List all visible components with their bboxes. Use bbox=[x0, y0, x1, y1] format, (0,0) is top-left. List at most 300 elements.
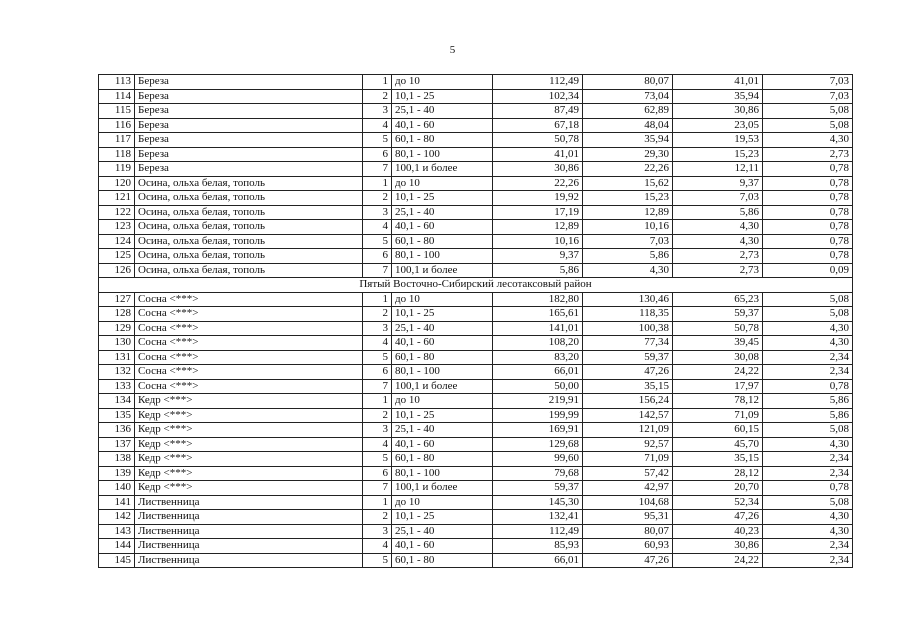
table-row bbox=[99, 147, 853, 162]
table-row bbox=[99, 191, 853, 206]
size-class: 1 bbox=[363, 495, 392, 510]
species-name: Лиственница bbox=[135, 524, 363, 539]
species-name: Береза bbox=[135, 118, 363, 133]
size-class: 5 bbox=[363, 133, 392, 148]
diameter-range: 10,1 - 25 bbox=[392, 510, 493, 525]
species-name: Лиственница bbox=[135, 510, 363, 525]
rate-value-4: 4,30 bbox=[763, 321, 853, 336]
diameter-range: до 10 bbox=[392, 495, 493, 510]
species-name: Осина, ольха белая, тополь bbox=[135, 176, 363, 191]
rate-value-1: 17,19 bbox=[493, 205, 583, 220]
rate-value-4: 0,78 bbox=[763, 220, 853, 235]
species-name: Сосна <***> bbox=[135, 307, 363, 322]
size-class: 3 bbox=[363, 423, 392, 438]
rate-value-3: 2,73 bbox=[673, 263, 763, 278]
rate-value-2: 47,26 bbox=[583, 365, 673, 380]
rate-value-2: 156,24 bbox=[583, 394, 673, 409]
rate-value-4: 2,34 bbox=[763, 452, 853, 467]
rate-value-1: 66,01 bbox=[493, 553, 583, 568]
diameter-range: 80,1 - 100 bbox=[392, 249, 493, 264]
rate-value-2: 57,42 bbox=[583, 466, 673, 481]
species-name: Сосна <***> bbox=[135, 292, 363, 307]
rate-value-2: 95,31 bbox=[583, 510, 673, 525]
rate-value-3: 4,30 bbox=[673, 220, 763, 235]
rate-value-4: 2,34 bbox=[763, 466, 853, 481]
rate-value-4: 5,86 bbox=[763, 408, 853, 423]
rate-value-3: 28,12 bbox=[673, 466, 763, 481]
rate-value-2: 29,30 bbox=[583, 147, 673, 162]
rate-value-3: 39,45 bbox=[673, 336, 763, 351]
table-row bbox=[99, 263, 853, 278]
rate-value-1: 5,86 bbox=[493, 263, 583, 278]
table-row bbox=[99, 524, 853, 539]
rate-value-4: 4,30 bbox=[763, 510, 853, 525]
diameter-range: 60,1 - 80 bbox=[392, 553, 493, 568]
diameter-range: 100,1 и более bbox=[392, 379, 493, 394]
rate-value-3: 2,73 bbox=[673, 249, 763, 264]
rate-value-2: 12,89 bbox=[583, 205, 673, 220]
table-row bbox=[99, 89, 853, 104]
rate-value-2: 121,09 bbox=[583, 423, 673, 438]
diameter-range: 80,1 - 100 bbox=[392, 147, 493, 162]
rate-value-1: 10,16 bbox=[493, 234, 583, 249]
rate-value-1: 108,20 bbox=[493, 336, 583, 351]
rate-value-3: 12,11 bbox=[673, 162, 763, 177]
species-name: Береза bbox=[135, 147, 363, 162]
size-class: 3 bbox=[363, 104, 392, 119]
table-row bbox=[99, 162, 853, 177]
diameter-range: 25,1 - 40 bbox=[392, 524, 493, 539]
row-number: 142 bbox=[99, 510, 135, 525]
species-name: Береза bbox=[135, 133, 363, 148]
rate-value-3: 24,22 bbox=[673, 553, 763, 568]
section-title: Пятый Восточно-Сибирский лесотаксовый район bbox=[99, 278, 853, 293]
table-body-part1 bbox=[99, 75, 853, 278]
row-number: 114 bbox=[99, 89, 135, 104]
rate-value-3: 5,86 bbox=[673, 205, 763, 220]
rate-value-2: 5,86 bbox=[583, 249, 673, 264]
rate-value-4: 7,03 bbox=[763, 89, 853, 104]
table-row bbox=[99, 220, 853, 235]
table-row bbox=[99, 510, 853, 525]
rate-value-4: 0,78 bbox=[763, 234, 853, 249]
rate-value-2: 7,03 bbox=[583, 234, 673, 249]
table-row bbox=[99, 437, 853, 452]
rate-value-1: 87,49 bbox=[493, 104, 583, 119]
size-class: 2 bbox=[363, 191, 392, 206]
size-class: 2 bbox=[363, 510, 392, 525]
rate-value-2: 62,89 bbox=[583, 104, 673, 119]
diameter-range: 60,1 - 80 bbox=[392, 452, 493, 467]
rate-value-1: 169,91 bbox=[493, 423, 583, 438]
diameter-range: 10,1 - 25 bbox=[392, 307, 493, 322]
rate-value-4: 5,86 bbox=[763, 394, 853, 409]
species-name: Береза bbox=[135, 89, 363, 104]
rate-value-1: 50,78 bbox=[493, 133, 583, 148]
row-number: 144 bbox=[99, 539, 135, 554]
row-number: 116 bbox=[99, 118, 135, 133]
table-row bbox=[99, 539, 853, 554]
species-name: Береза bbox=[135, 162, 363, 177]
rate-value-3: 23,05 bbox=[673, 118, 763, 133]
rate-value-4: 7,03 bbox=[763, 75, 853, 90]
size-class: 1 bbox=[363, 394, 392, 409]
row-number: 136 bbox=[99, 423, 135, 438]
species-name: Сосна <***> bbox=[135, 365, 363, 380]
rate-value-3: 30,86 bbox=[673, 539, 763, 554]
rate-value-1: 59,37 bbox=[493, 481, 583, 496]
species-name: Кедр <***> bbox=[135, 394, 363, 409]
diameter-range: до 10 bbox=[392, 394, 493, 409]
size-class: 5 bbox=[363, 452, 392, 467]
size-class: 4 bbox=[363, 118, 392, 133]
rate-value-2: 35,94 bbox=[583, 133, 673, 148]
species-name: Осина, ольха белая, тополь bbox=[135, 191, 363, 206]
rate-value-3: 24,22 bbox=[673, 365, 763, 380]
rate-value-2: 15,62 bbox=[583, 176, 673, 191]
rate-value-1: 141,01 bbox=[493, 321, 583, 336]
diameter-range: 60,1 - 80 bbox=[392, 133, 493, 148]
species-name: Сосна <***> bbox=[135, 321, 363, 336]
row-number: 131 bbox=[99, 350, 135, 365]
species-name: Сосна <***> bbox=[135, 350, 363, 365]
rate-value-2: 4,30 bbox=[583, 263, 673, 278]
diameter-range: до 10 bbox=[392, 75, 493, 90]
rate-value-4: 2,34 bbox=[763, 539, 853, 554]
size-class: 4 bbox=[363, 437, 392, 452]
rate-value-2: 59,37 bbox=[583, 350, 673, 365]
row-number: 119 bbox=[99, 162, 135, 177]
rate-value-3: 7,03 bbox=[673, 191, 763, 206]
species-name: Кедр <***> bbox=[135, 466, 363, 481]
table-row bbox=[99, 452, 853, 467]
size-class: 4 bbox=[363, 539, 392, 554]
rate-value-2: 42,97 bbox=[583, 481, 673, 496]
size-class: 6 bbox=[363, 466, 392, 481]
size-class: 7 bbox=[363, 263, 392, 278]
rate-value-4: 0,78 bbox=[763, 162, 853, 177]
rate-value-1: 165,61 bbox=[493, 307, 583, 322]
rate-value-2: 118,35 bbox=[583, 307, 673, 322]
size-class: 1 bbox=[363, 292, 392, 307]
rate-value-3: 35,94 bbox=[673, 89, 763, 104]
table-row bbox=[99, 495, 853, 510]
table-row bbox=[99, 423, 853, 438]
rate-value-1: 112,49 bbox=[493, 75, 583, 90]
rate-value-3: 40,23 bbox=[673, 524, 763, 539]
diameter-range: 25,1 - 40 bbox=[392, 205, 493, 220]
rate-value-4: 2,34 bbox=[763, 365, 853, 380]
table-row bbox=[99, 481, 853, 496]
rate-value-4: 5,08 bbox=[763, 292, 853, 307]
species-name: Осина, ольха белая, тополь bbox=[135, 220, 363, 235]
rate-value-4: 2,34 bbox=[763, 553, 853, 568]
row-number: 128 bbox=[99, 307, 135, 322]
diameter-range: 40,1 - 60 bbox=[392, 539, 493, 554]
rate-value-1: 132,41 bbox=[493, 510, 583, 525]
rate-value-2: 71,09 bbox=[583, 452, 673, 467]
rate-value-1: 83,20 bbox=[493, 350, 583, 365]
rate-value-3: 45,70 bbox=[673, 437, 763, 452]
rate-value-4: 0,78 bbox=[763, 481, 853, 496]
table-row bbox=[99, 394, 853, 409]
size-class: 7 bbox=[363, 379, 392, 394]
row-number: 138 bbox=[99, 452, 135, 467]
rate-value-3: 4,30 bbox=[673, 234, 763, 249]
diameter-range: 100,1 и более bbox=[392, 263, 493, 278]
diameter-range: 10,1 - 25 bbox=[392, 191, 493, 206]
size-class: 3 bbox=[363, 524, 392, 539]
species-name: Кедр <***> bbox=[135, 408, 363, 423]
table-row bbox=[99, 408, 853, 423]
species-name: Кедр <***> bbox=[135, 481, 363, 496]
size-class: 6 bbox=[363, 249, 392, 264]
diameter-range: 60,1 - 80 bbox=[392, 234, 493, 249]
diameter-range: 40,1 - 60 bbox=[392, 437, 493, 452]
rate-value-1: 112,49 bbox=[493, 524, 583, 539]
rate-value-1: 66,01 bbox=[493, 365, 583, 380]
rate-value-2: 15,23 bbox=[583, 191, 673, 206]
row-number: 145 bbox=[99, 553, 135, 568]
section-header-row bbox=[99, 278, 853, 293]
species-name: Осина, ольха белая, тополь bbox=[135, 234, 363, 249]
row-number: 123 bbox=[99, 220, 135, 235]
rate-value-3: 65,23 bbox=[673, 292, 763, 307]
rate-value-3: 50,78 bbox=[673, 321, 763, 336]
rate-value-1: 199,99 bbox=[493, 408, 583, 423]
rate-value-1: 50,00 bbox=[493, 379, 583, 394]
row-number: 122 bbox=[99, 205, 135, 220]
diameter-range: 40,1 - 60 bbox=[392, 220, 493, 235]
table-row bbox=[99, 133, 853, 148]
diameter-range: 25,1 - 40 bbox=[392, 104, 493, 119]
diameter-range: 80,1 - 100 bbox=[392, 466, 493, 481]
rate-value-4: 5,08 bbox=[763, 307, 853, 322]
diameter-range: до 10 bbox=[392, 292, 493, 307]
rate-value-1: 182,80 bbox=[493, 292, 583, 307]
size-class: 5 bbox=[363, 553, 392, 568]
row-number: 132 bbox=[99, 365, 135, 380]
diameter-range: 100,1 и более bbox=[392, 481, 493, 496]
size-class: 7 bbox=[363, 162, 392, 177]
diameter-range: до 10 bbox=[392, 176, 493, 191]
rate-value-3: 20,70 bbox=[673, 481, 763, 496]
size-class: 4 bbox=[363, 220, 392, 235]
rate-value-4: 2,73 bbox=[763, 147, 853, 162]
rate-value-2: 80,07 bbox=[583, 75, 673, 90]
rate-value-4: 5,08 bbox=[763, 495, 853, 510]
diameter-range: 25,1 - 40 bbox=[392, 423, 493, 438]
table-row bbox=[99, 118, 853, 133]
species-name: Лиственница bbox=[135, 495, 363, 510]
table-row bbox=[99, 205, 853, 220]
table-row bbox=[99, 321, 853, 336]
table-row bbox=[99, 336, 853, 351]
size-class: 1 bbox=[363, 176, 392, 191]
rate-value-2: 130,46 bbox=[583, 292, 673, 307]
size-class: 3 bbox=[363, 321, 392, 336]
rate-value-4: 2,34 bbox=[763, 350, 853, 365]
species-name: Кедр <***> bbox=[135, 452, 363, 467]
diameter-range: 60,1 - 80 bbox=[392, 350, 493, 365]
rate-value-3: 47,26 bbox=[673, 510, 763, 525]
size-class: 5 bbox=[363, 350, 392, 365]
row-number: 141 bbox=[99, 495, 135, 510]
size-class: 1 bbox=[363, 75, 392, 90]
species-name: Береза bbox=[135, 75, 363, 90]
rate-value-3: 19,53 bbox=[673, 133, 763, 148]
rate-value-1: 9,37 bbox=[493, 249, 583, 264]
row-number: 130 bbox=[99, 336, 135, 351]
rate-value-2: 10,16 bbox=[583, 220, 673, 235]
rate-value-2: 60,93 bbox=[583, 539, 673, 554]
row-number: 117 bbox=[99, 133, 135, 148]
rate-value-3: 30,08 bbox=[673, 350, 763, 365]
rate-value-1: 22,26 bbox=[493, 176, 583, 191]
size-class: 6 bbox=[363, 365, 392, 380]
size-class: 2 bbox=[363, 408, 392, 423]
rate-value-4: 0,78 bbox=[763, 205, 853, 220]
diameter-range: 25,1 - 40 bbox=[392, 321, 493, 336]
rate-value-4: 5,08 bbox=[763, 423, 853, 438]
species-name: Осина, ольха белая, тополь bbox=[135, 249, 363, 264]
page-number: 5 bbox=[449, 44, 456, 56]
rate-value-1: 79,68 bbox=[493, 466, 583, 481]
species-name: Сосна <***> bbox=[135, 379, 363, 394]
row-number: 113 bbox=[99, 75, 135, 90]
row-number: 124 bbox=[99, 234, 135, 249]
size-class: 2 bbox=[363, 307, 392, 322]
table-row bbox=[99, 234, 853, 249]
rate-value-2: 100,38 bbox=[583, 321, 673, 336]
rate-value-3: 71,09 bbox=[673, 408, 763, 423]
rate-value-3: 41,01 bbox=[673, 75, 763, 90]
rate-value-3: 9,37 bbox=[673, 176, 763, 191]
rate-value-2: 35,15 bbox=[583, 379, 673, 394]
species-name: Береза bbox=[135, 104, 363, 119]
rate-value-1: 145,30 bbox=[493, 495, 583, 510]
table-row bbox=[99, 104, 853, 119]
rate-value-1: 99,60 bbox=[493, 452, 583, 467]
rate-value-1: 102,34 bbox=[493, 89, 583, 104]
row-number: 120 bbox=[99, 176, 135, 191]
rate-value-2: 48,04 bbox=[583, 118, 673, 133]
diameter-range: 40,1 - 60 bbox=[392, 118, 493, 133]
rate-value-3: 35,15 bbox=[673, 452, 763, 467]
rate-value-4: 4,30 bbox=[763, 437, 853, 452]
rate-value-2: 104,68 bbox=[583, 495, 673, 510]
species-name: Кедр <***> bbox=[135, 437, 363, 452]
table-row bbox=[99, 176, 853, 191]
row-number: 143 bbox=[99, 524, 135, 539]
rate-value-3: 17,97 bbox=[673, 379, 763, 394]
rate-value-4: 0,78 bbox=[763, 249, 853, 264]
row-number: 140 bbox=[99, 481, 135, 496]
rate-value-4: 4,30 bbox=[763, 336, 853, 351]
row-number: 115 bbox=[99, 104, 135, 119]
size-class: 6 bbox=[363, 147, 392, 162]
row-number: 121 bbox=[99, 191, 135, 206]
species-name: Осина, ольха белая, тополь bbox=[135, 263, 363, 278]
rate-value-2: 77,34 bbox=[583, 336, 673, 351]
row-number: 118 bbox=[99, 147, 135, 162]
rate-value-4: 4,30 bbox=[763, 133, 853, 148]
rate-value-2: 92,57 bbox=[583, 437, 673, 452]
rate-value-2: 73,04 bbox=[583, 89, 673, 104]
rate-value-1: 12,89 bbox=[493, 220, 583, 235]
row-number: 137 bbox=[99, 437, 135, 452]
diameter-range: 40,1 - 60 bbox=[392, 336, 493, 351]
rate-value-4: 0,09 bbox=[763, 263, 853, 278]
rate-value-1: 67,18 bbox=[493, 118, 583, 133]
table-row bbox=[99, 292, 853, 307]
rate-value-1: 19,92 bbox=[493, 191, 583, 206]
table-row bbox=[99, 553, 853, 568]
rate-value-4: 0,78 bbox=[763, 176, 853, 191]
species-name: Осина, ольха белая, тополь bbox=[135, 205, 363, 220]
diameter-range: 10,1 - 25 bbox=[392, 408, 493, 423]
rate-value-4: 0,78 bbox=[763, 191, 853, 206]
row-number: 127 bbox=[99, 292, 135, 307]
rate-value-2: 22,26 bbox=[583, 162, 673, 177]
row-number: 134 bbox=[99, 394, 135, 409]
rate-value-4: 4,30 bbox=[763, 524, 853, 539]
rate-value-4: 5,08 bbox=[763, 104, 853, 119]
rate-value-2: 142,57 bbox=[583, 408, 673, 423]
row-number: 129 bbox=[99, 321, 135, 336]
row-number: 135 bbox=[99, 408, 135, 423]
section-header-body bbox=[99, 278, 853, 293]
row-number: 126 bbox=[99, 263, 135, 278]
table-body-part2 bbox=[99, 292, 853, 568]
diameter-range: 100,1 и более bbox=[392, 162, 493, 177]
species-name: Кедр <***> bbox=[135, 423, 363, 438]
table-row bbox=[99, 350, 853, 365]
rate-value-3: 15,23 bbox=[673, 147, 763, 162]
table-row bbox=[99, 75, 853, 90]
table-row bbox=[99, 365, 853, 380]
size-class: 4 bbox=[363, 336, 392, 351]
rate-value-1: 129,68 bbox=[493, 437, 583, 452]
rate-value-3: 60,15 bbox=[673, 423, 763, 438]
rate-value-3: 78,12 bbox=[673, 394, 763, 409]
rate-value-1: 30,86 bbox=[493, 162, 583, 177]
rate-value-3: 30,86 bbox=[673, 104, 763, 119]
row-number: 139 bbox=[99, 466, 135, 481]
species-name: Лиственница bbox=[135, 553, 363, 568]
rate-value-4: 0,78 bbox=[763, 379, 853, 394]
diameter-range: 10,1 - 25 bbox=[392, 89, 493, 104]
table-row bbox=[99, 249, 853, 264]
table-row bbox=[99, 307, 853, 322]
size-class: 7 bbox=[363, 481, 392, 496]
table-row bbox=[99, 379, 853, 394]
rate-value-1: 41,01 bbox=[493, 147, 583, 162]
row-number: 125 bbox=[99, 249, 135, 264]
rate-value-3: 52,34 bbox=[673, 495, 763, 510]
rate-value-1: 219,91 bbox=[493, 394, 583, 409]
table-row bbox=[99, 466, 853, 481]
row-number: 133 bbox=[99, 379, 135, 394]
size-class: 2 bbox=[363, 89, 392, 104]
species-name: Лиственница bbox=[135, 539, 363, 554]
rate-value-1: 85,93 bbox=[493, 539, 583, 554]
timber-rate-table bbox=[98, 74, 853, 568]
diameter-range: 80,1 - 100 bbox=[392, 365, 493, 380]
size-class: 3 bbox=[363, 205, 392, 220]
size-class: 5 bbox=[363, 234, 392, 249]
rate-value-3: 59,37 bbox=[673, 307, 763, 322]
